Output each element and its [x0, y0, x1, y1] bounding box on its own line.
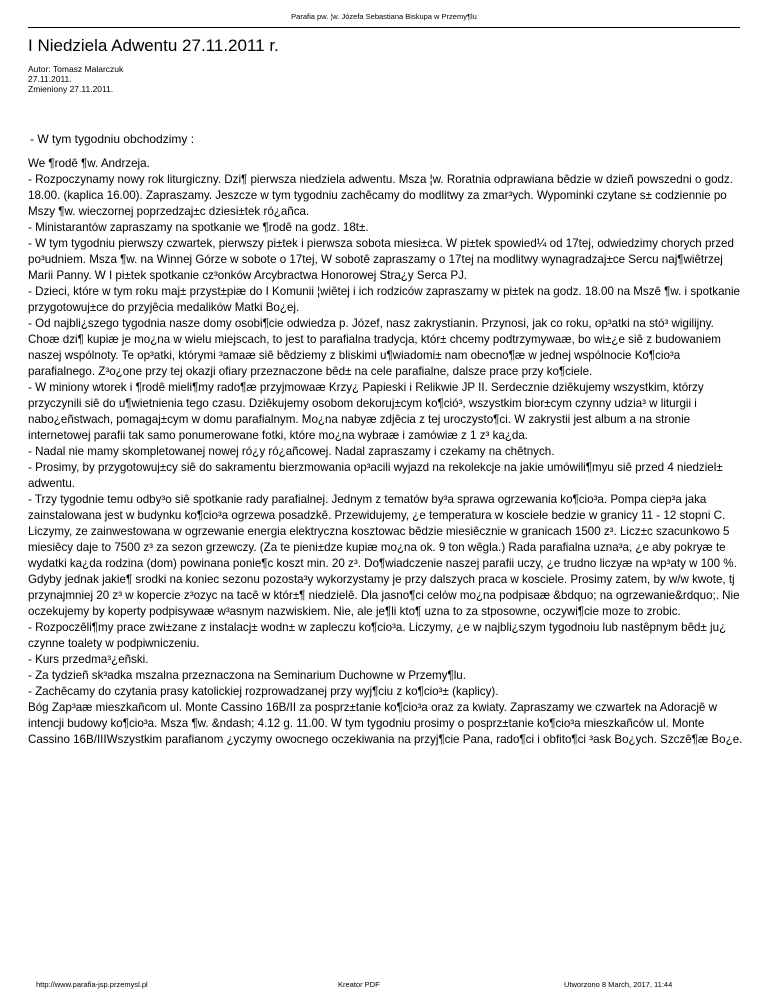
paragraph: - Od najbli¿szego tygodnia nasze domy osobi¶cie odwiedza p. Józef, nasz zakrystianin. Przynosi, jak co roku, op³atki na stó³ wigilijny. Choæ dzi¶ kupiæ je mo¿na w wielu miejscach, to jest to parafialna tradycja, któr± chcemy podtrzymywaæ, bo wi±¿e siê z budowaniem naszej wspólnoty. Te op³atki, którymi ³amaæ siê bêdziemy z bliskimi u¶wiadomi± nam obecno¶æ w jednej wspólnocie Ko¶cio³a parafialnego. Z³o¿one przy tej okazji ofiary przeznaczone bêd± na cele parafialne, dalsze prace przy ko¶ciele.: [28, 317, 721, 378]
header-divider: [28, 27, 740, 28]
paragraph: - Zachêcamy do czytania prasy katolickiej rozprowadzanej przy wyj¶ciu z ko¶cio³± (kaplicy).: [28, 685, 499, 698]
date-line: 27.11.2011.: [28, 74, 72, 84]
paragraph: - Kurs przedma³¿eñski.: [28, 653, 149, 666]
paragraph: - Trzy tygodnie temu odby³o siê spotkanie rady parafialnej. Jednym z tematów by³a sprawa ogrzewania ko¶cio³a. Pompa ciep³a jaka zainstalowana jest w budynku ko¶cio³a ogrzewa posadzkê. Przewidujemy, ¿e temperatura w kosciele bedzie w granicy 11 - 12 stopni C. Liczymy, ze zainwestowana w ogrzewanie energia elektryczna kosztowac bêdzie miesiêcznie w granicach 1500 z³. Licz±c szacunkowo 5 miesiêcy daje to 7500 z³ za sezon grzewczy. (Za te pieni±dze kupiæ mo¿na ok. 9 ton wêgla.) Rada parafialna uzna³a, ¿e aby pokryæ te wydatki ka¿da rodzina (dom) powinana ponie¶c koszt min. 20 z³. Do¶wiadczenie naszej parafii uczy, ¿e trudno liczyæ na wp³aty w 100 %. Gdyby jednak jakie¶ srodki na koniec sezonu pozosta³y wykorzystamy je przy dalszych praca w kosciele. Prosimy zatem, by w/w kwote, tj przynajmniej 20 z³ w kopercie z³ozyc na tacê w któr±¶ niedzielê. Dla jasno¶ci celów mo¿na podpisaæ &bdquo; na ogrzewanie&rdquo;. Nie oczekujemy by koperty podpisywaæ w³asnym nazwiskiem. Nie, ale je¶li kto¶ uzna to za stposowne, oczywi¶cie moze to zrobic.: [28, 493, 740, 618]
footer-generator: Kreator PDF: [338, 980, 380, 989]
paragraph: - Za tydzieñ sk³adka mszalna przeznaczona na Seminarium Duchowne w Przemy¶lu.: [28, 669, 466, 682]
paragraph: We ¶rodê ¶w. Andrzeja.: [28, 157, 150, 170]
article-meta: [28, 64, 123, 94]
article-title: I Niedziela Adwentu 27.11.2011 r.: [28, 36, 279, 55]
paragraph: Bóg Zap³aæ mieszkañcom ul. Monte Cassino 16B/II za posprz±tanie ko¶cio³a oraz za kwiaty. Zapraszamy we czwartek na Adoracjê w intencji budowy ko¶cio³a. Msza ¶w. &ndash; 4.12 g. 11.00. W tym tygodniu prosimy o posprz±tanie ko¶cio³a mieszkañców ul. Monte Cassino 16B/IIIWszystkim parafianom ¿yczymy owocnego oczekiwania na przyj¶cie Pana, rado¶ci i obfito¶ci ³ask Bo¿ych. Szczê¶æ Bo¿e.: [28, 701, 743, 746]
footer-created: Utworzono 8 March, 2017, 11:44: [564, 980, 673, 989]
author-line: Autor: Tomasz Malarczuk: [28, 64, 124, 74]
paragraph: - Nadal nie mamy skompletowanej nowej ró¿y ró¿añcowej. Nadal zapraszamy i czekamy na chêtnych.: [28, 445, 555, 458]
paragraph: - Rozpoczêli¶my prace zwi±zane z instalacj± wodn± w zapleczu ko¶cio³a. Liczymy, ¿e w najbli¿szym tygodnoiu lub nastêpnym bêd± ju¿ czynne toalety w podpiwniczeniu.: [28, 621, 727, 650]
paragraph: - Dzieci, które w tym roku maj± przyst±piæ do I Komunii ¦wiêtej i ich rodziców zapraszamy w pi±tek na godz. 18.00 na Mszê ¶w. i spotkanie przygotowuj±ce do przyjêcia medalików Matki Bo¿ej.: [28, 285, 740, 314]
paragraph: - Prosimy, by przygotowuj±cy siê do sakramentu bierzmowania op³acili wyjazd na rekolekcje na jakie umówili¶myu siê przed 4 niedziel± adwentu.: [28, 461, 723, 490]
paragraph: - Rozpoczynamy nowy rok liturgiczny. Dzi¶ pierwsza niedziela adwentu. Msza ¦w. Roratnia odprawiana bêdzie w dzieñ powszedni o godz. 18.00. (kaplica 16.00). Zapraszamy. Jeszcze w tym tygodniu zachêcamy do modlitwy za zmar³ych. Wypominki czytane s± codziennie po Mszy ¶w. wieczornej poprzedzaj±c dziesi±tek ró¿añca.: [28, 173, 733, 218]
footer-url: http://www.parafia-jsp.przemysl.pl: [36, 980, 148, 989]
page-header: Parafia pw. ¦w. Józefa Sebastiana Biskupa w Przemy¶lu: [291, 12, 477, 21]
section-heading: - W tym tygodniu obchodzimy :: [30, 132, 195, 146]
modified-line: Zmieniony 27.11.2011.: [28, 84, 114, 94]
article-body: [28, 156, 744, 748]
paragraph: - W miniony wtorek i ¶rodê mieli¶my rado¶æ przyjmowaæ Krzy¿ Papieski i Relikwie JP II. Serdecznie dziêkujemy wszystkim, którzy przyczynili siê do u¶wietnienia tego czasu. Dziêkujemy osobom dekoruj±cym ko¶ció³, wszystkim bior±cym czynny udzia³ w liturgii i nabo¿eñstwach, pomagaj±cym w domu parafialnym. Mo¿na nabyæ zdjêcia z tej uroczysto¶ci. W zakrystii jest album a na stronie internetowej parafii tak samo ponumerowane fotki, które mo¿na wybraæ i zamówiæ z 1 z³ ka¿da.: [28, 381, 704, 442]
paragraph: - W tym tygodniu pierwszy czwartek, pierwszy pi±tek i pierwsza sobota miesi±ca. W pi±tek spowied¼ od 17tej, odwiedzimy chorych przed po³udniem. Msza ¶w. na Winnej Górze w sobote o 17tej, W sobotê zapraszamy o 17tej na modlitwy wynagradzaj±ce Sercu naj¶wiêtrzej Marii Panny. W I pi±tek spotkanie cz³onków Arcybractwa Honorowej Stra¿y Serca PJ.: [28, 237, 734, 282]
paragraph: - Ministarantów zapraszamy na spotkanie we ¶rodê na godz. 18t±.: [28, 221, 369, 234]
